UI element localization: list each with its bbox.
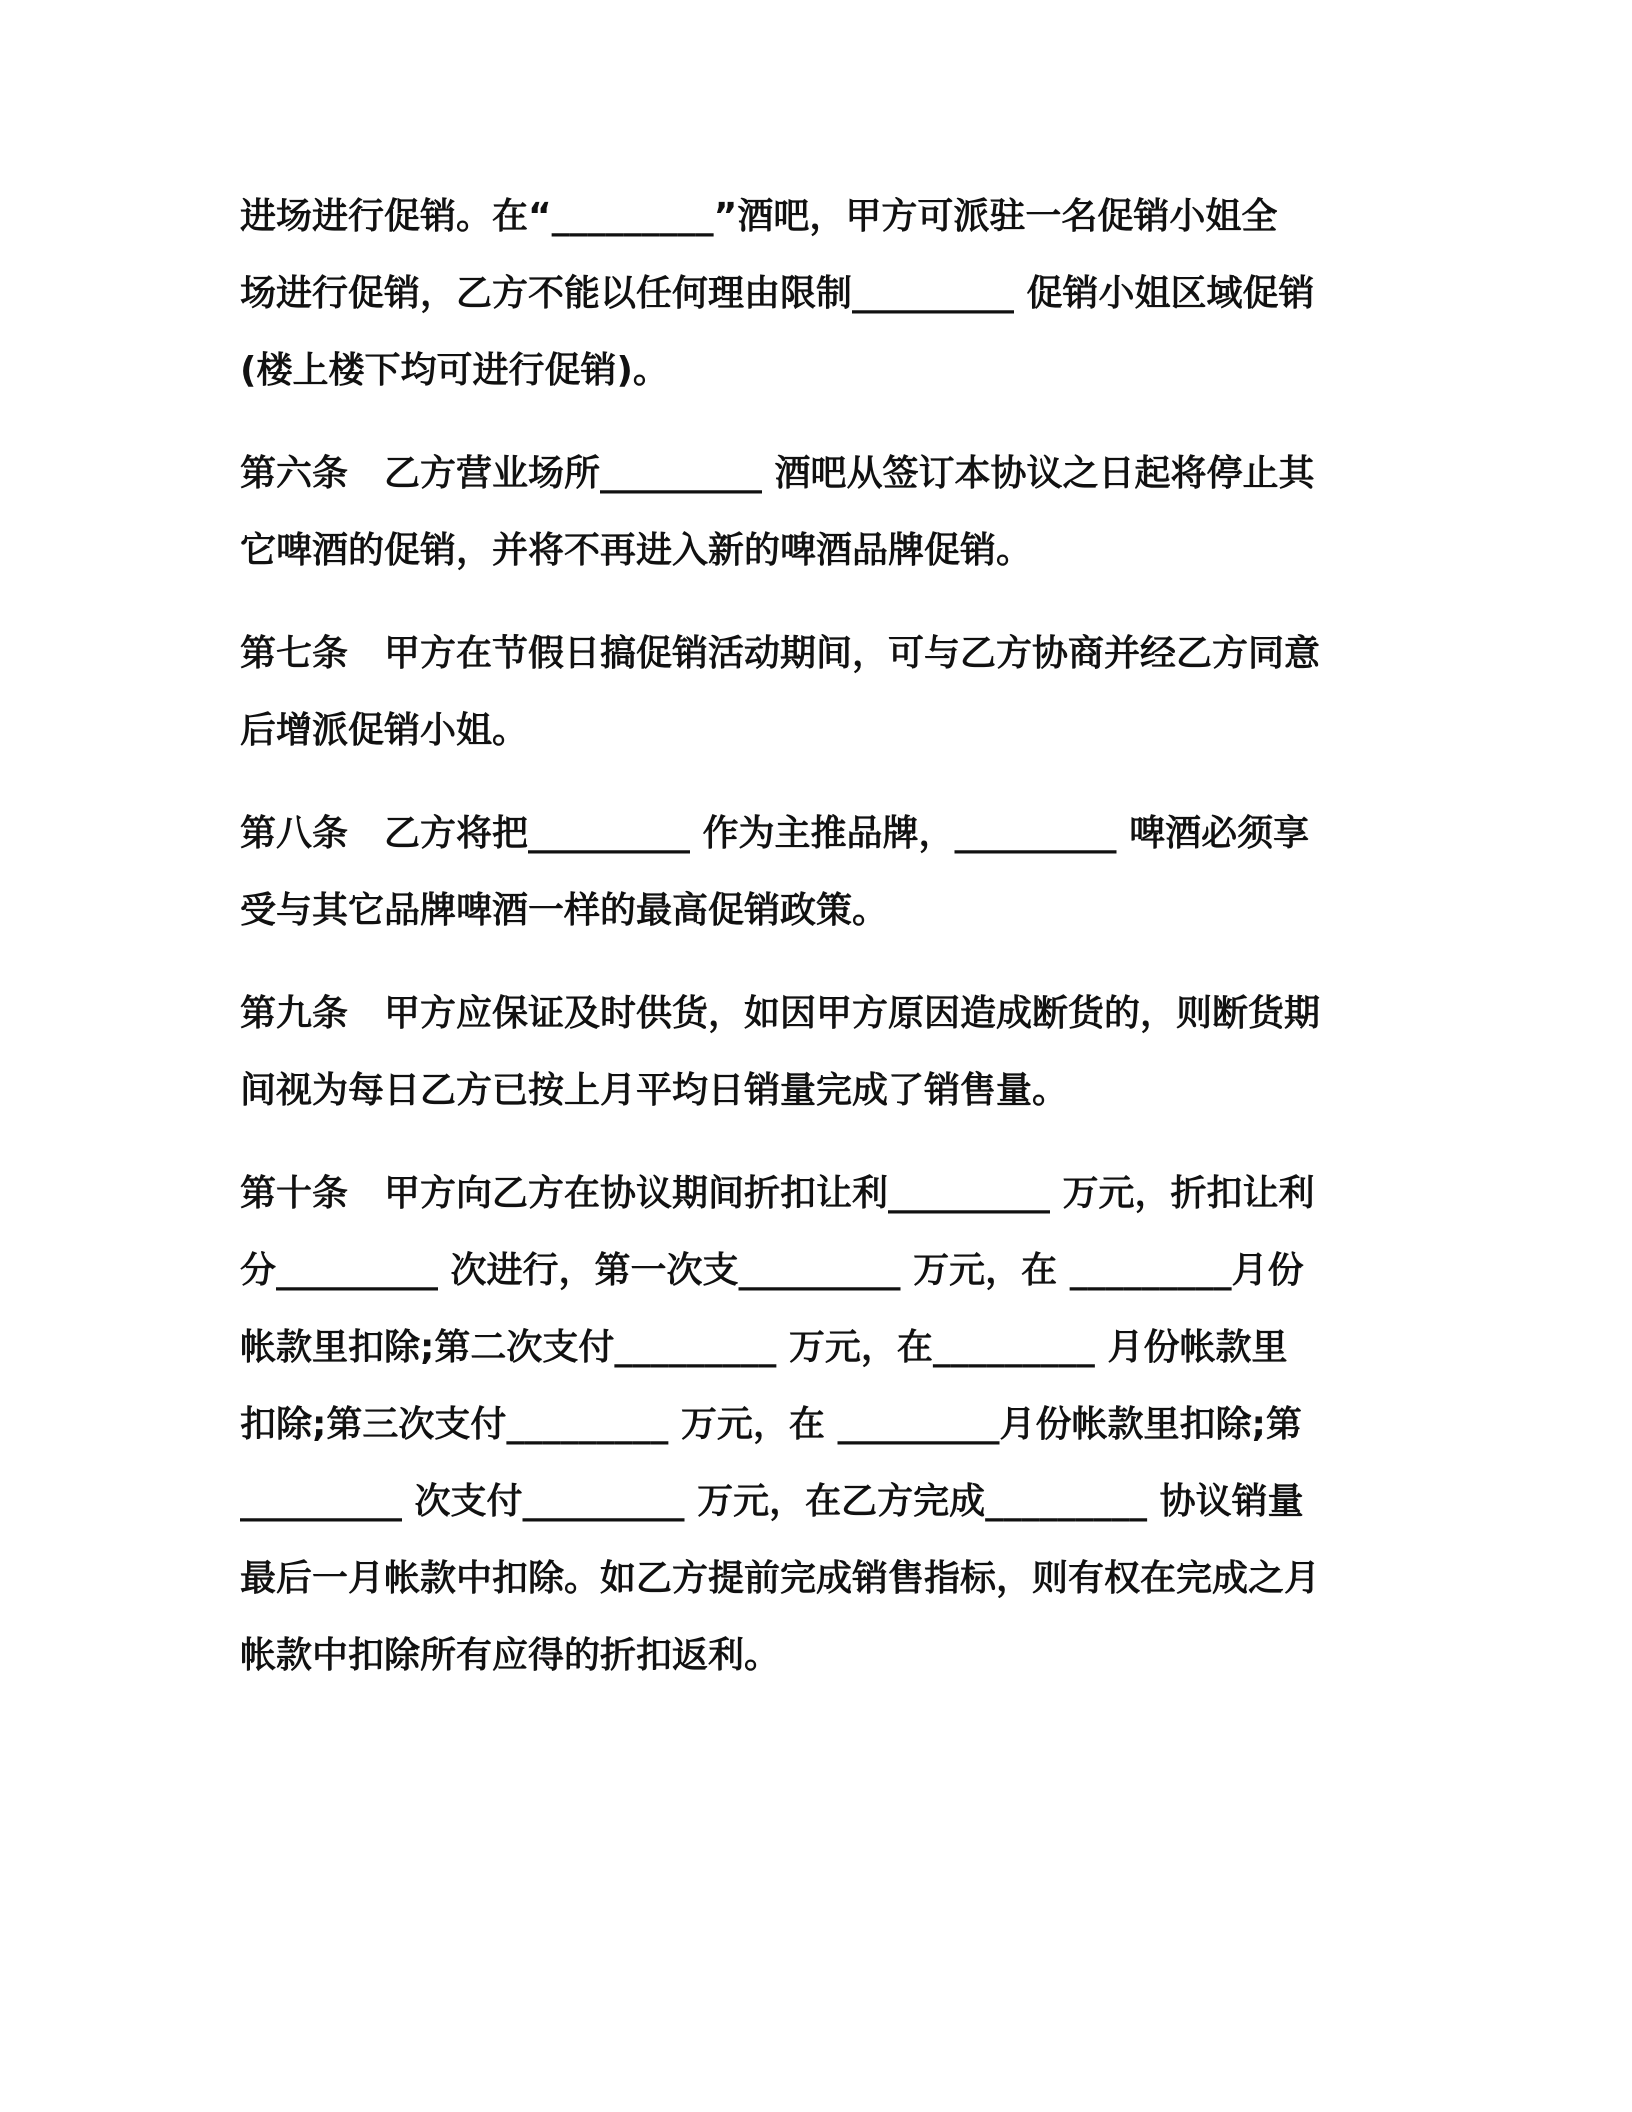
text-line: 受与其它品牌啤酒一样的最高促销政策。	[240, 890, 889, 931]
text-line: _________ 次支付_________ 万元，在乙方完成_________ 协议销量	[240, 1481, 1304, 1522]
text-line: 帐款里扣除;第二次支付_________ 万元，在_________ 月份帐款里	[240, 1327, 1288, 1368]
document-body	[240, 178, 1390, 1720]
article-10	[240, 1155, 1390, 1694]
text-line: 分_________ 次进行，第一次支_________ 万元，在 _________月份	[240, 1250, 1304, 1291]
text-line: 它啤酒的促销，并将不再进入新的啤酒品牌促销。	[240, 530, 1033, 571]
text-line: 最后一月帐款中扣除。如乙方提前完成销售指标，则有权在完成之月	[240, 1558, 1321, 1599]
text-line: 场进行促销，乙方不能以任何理由限制_________ 促销小姐区域促销	[240, 273, 1315, 314]
article-8	[240, 795, 1390, 949]
text-line: 帐款中扣除所有应得的折扣返利。	[240, 1635, 781, 1676]
text-line: (楼上楼下均可进行促销)。	[240, 350, 669, 391]
article-6	[240, 435, 1390, 589]
text-line: 第七条 甲方在节假日搞促销活动期间，可与乙方协商并经乙方同意	[240, 633, 1321, 674]
text-line: 后增派促销小姐。	[240, 710, 529, 751]
paragraph-promotion-continued	[240, 178, 1390, 409]
text-line: 第九条 甲方应保证及时供货，如因甲方原因造成断货的，则断货期	[240, 993, 1321, 1034]
text-line: 间视为每日乙方已按上月平均日销量完成了销售量。	[240, 1070, 1069, 1111]
text-line: 第八条 乙方将把_________ 作为主推品牌，_________ 啤酒必须享	[240, 813, 1310, 854]
article-9	[240, 975, 1390, 1129]
text-line: 进场进行促销。在“_________”酒吧，甲方可派驻一名促销小姐全	[240, 196, 1278, 237]
text-line: 第十条 甲方向乙方在协议期间折扣让利_________ 万元，折扣让利	[240, 1173, 1315, 1214]
text-line: 扣除;第三次支付_________ 万元，在 _________月份帐款里扣除;第	[240, 1404, 1302, 1445]
text-line: 第六条 乙方营业场所_________ 酒吧从签订本协议之日起将停止其	[240, 453, 1315, 494]
article-7	[240, 615, 1390, 769]
